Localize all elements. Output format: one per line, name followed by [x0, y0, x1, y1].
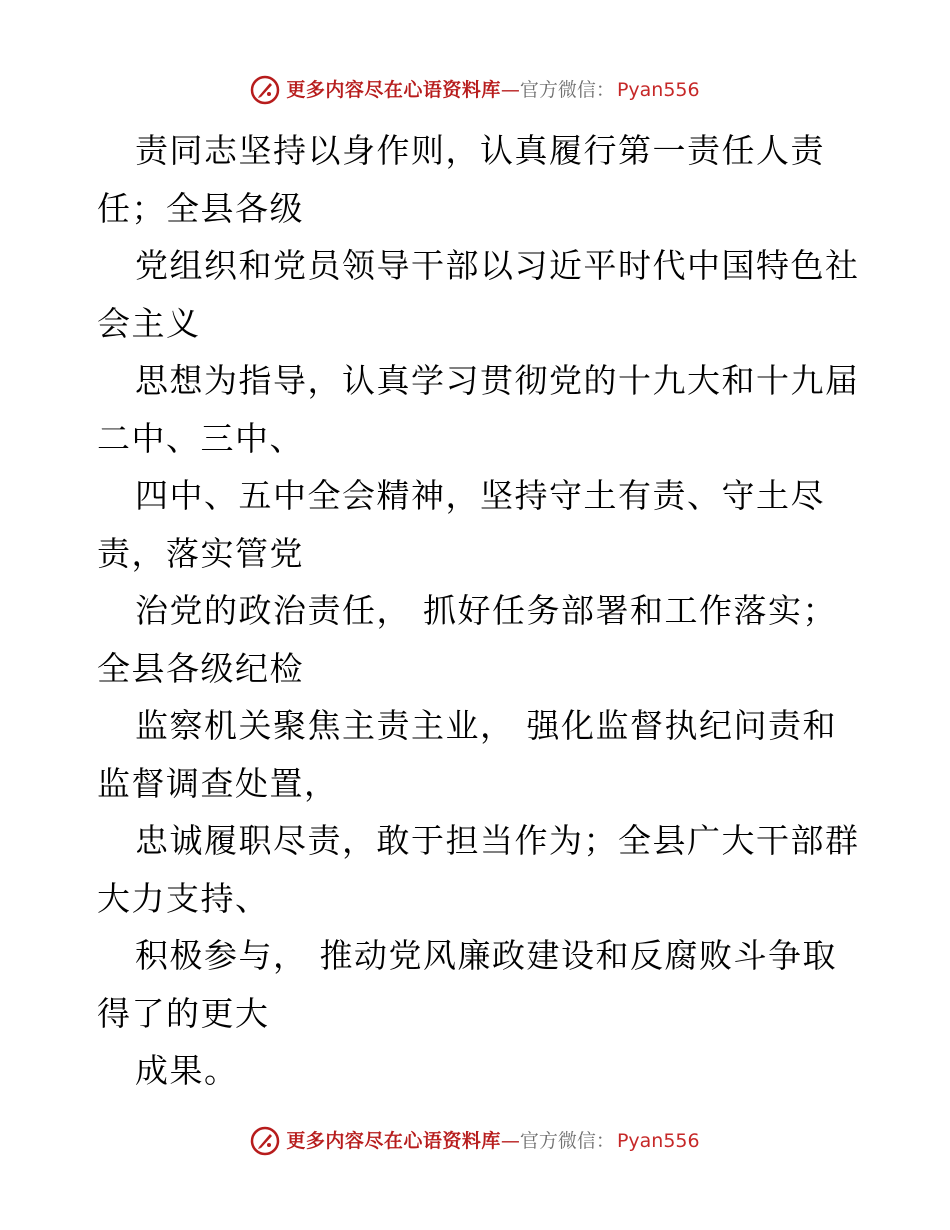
text-line: 监督调查处置，: [97, 763, 339, 803]
watermark-wechat-id: Pyan556: [616, 79, 700, 101]
text-line: 会主义: [97, 303, 201, 343]
watermark-wechat-id: Pyan556: [616, 1130, 700, 1152]
header-watermark: [0, 75, 950, 105]
text-line: 二中、三中、: [97, 418, 304, 458]
footer-watermark: [0, 1126, 950, 1156]
document-body: [97, 122, 897, 1100]
text-line: 党组织和党员领导干部以习近平时代中国特色社: [135, 246, 860, 285]
watermark-separator: —: [500, 79, 520, 101]
text-line: 责同志坚持以身作则，认真履行第一责任人责: [135, 131, 825, 170]
text-line: 治党的政治责任， 抓好任务部署和工作落实；: [135, 591, 837, 630]
quill-seal-icon: [250, 1126, 280, 1156]
watermark-sub-text: 官方微信：: [519, 79, 615, 101]
text-line: 全县各级纪检: [97, 648, 304, 688]
quill-seal-icon: [250, 75, 280, 105]
watermark-sub-text: 官方微信：: [519, 1130, 615, 1152]
text-line: 大力支持、: [97, 878, 270, 918]
text-line: 积极参与， 推动党风廉政建设和反腐败斗争取: [135, 936, 837, 975]
watermark-main-text: 更多内容尽在心语资料库: [286, 1130, 501, 1152]
text-line: 忠诚履职尽责，敢于担当作为；全县广大干部群: [135, 821, 860, 860]
text-line: 成果。: [135, 1051, 239, 1090]
watermark-separator: —: [500, 1130, 520, 1152]
text-line: 监察机关聚焦主责主业， 强化监督执纪问责和: [135, 706, 837, 745]
text-line: 任；全县各级: [97, 188, 304, 228]
text-line: 思想为指导，认真学习贯彻党的十九大和十九届: [135, 361, 860, 400]
text-line: 得了的更大: [97, 993, 270, 1033]
text-line: 四中、五中全会精神，坚持守土有责、守土尽: [135, 476, 825, 515]
text-line: 责，落实管党: [97, 533, 304, 573]
watermark-main-text: 更多内容尽在心语资料库: [286, 79, 501, 101]
